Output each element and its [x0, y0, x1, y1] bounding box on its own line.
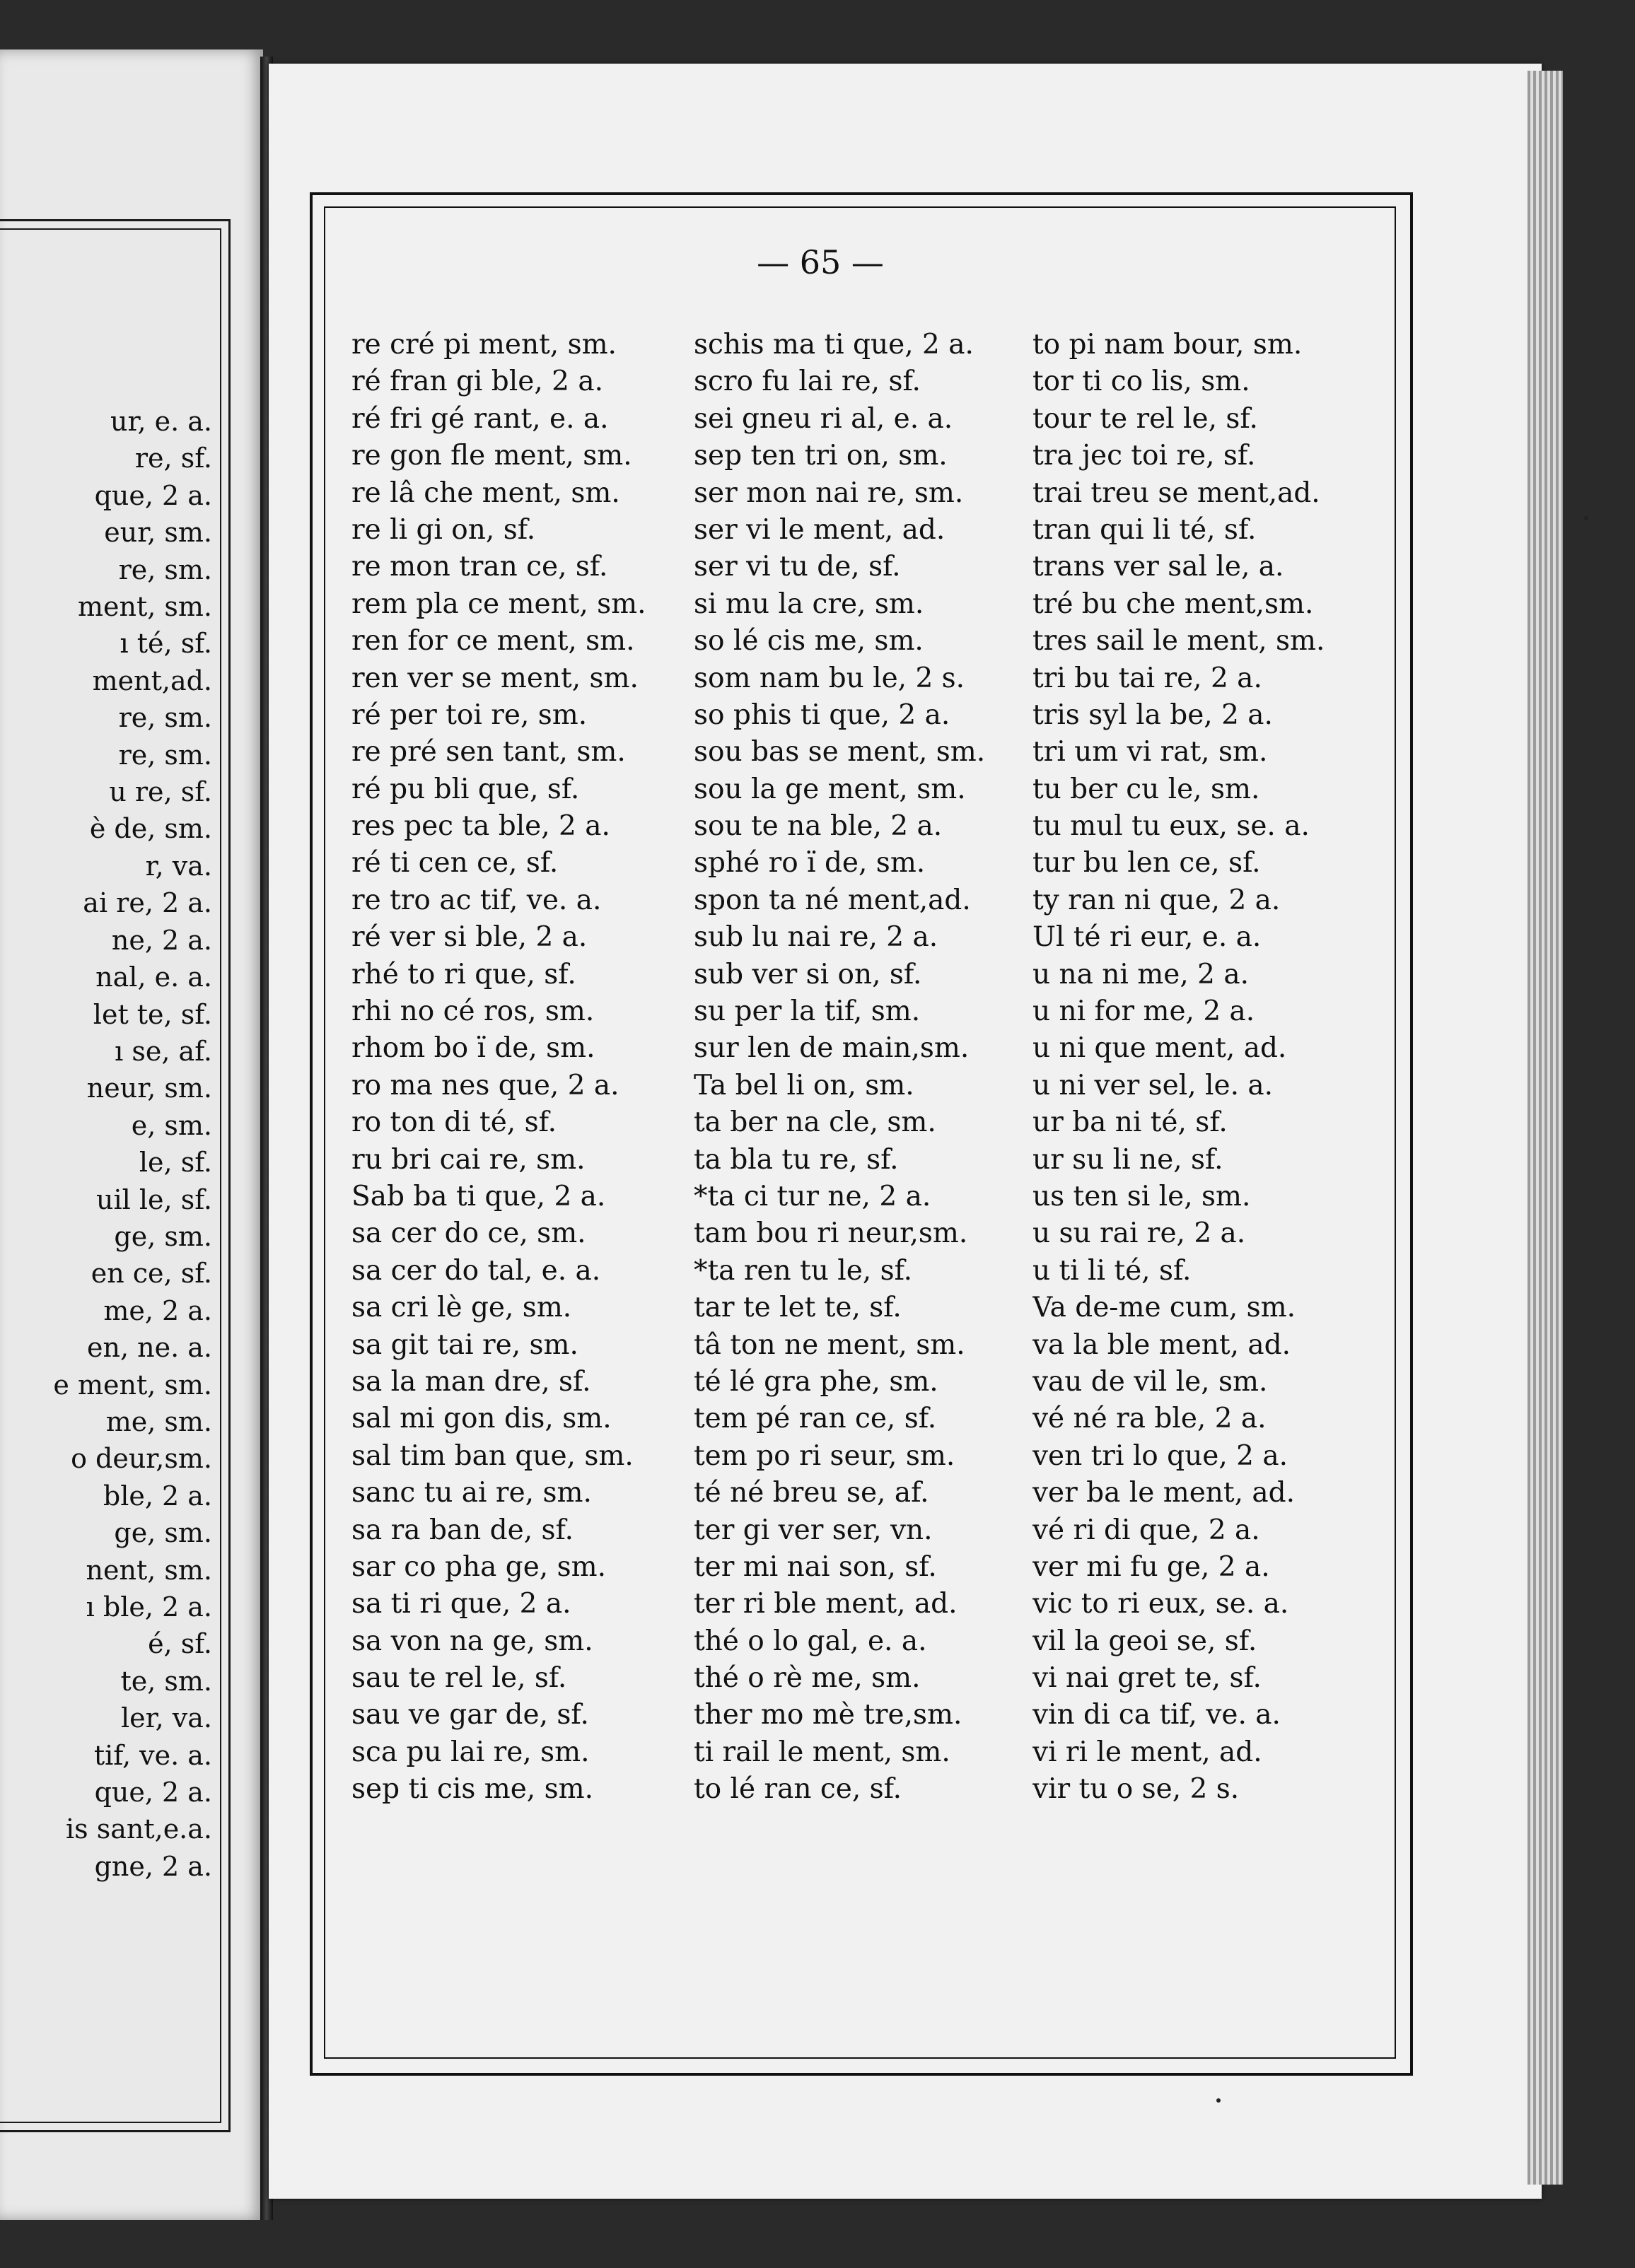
word-entry: sa git tai re, sm.: [351, 1328, 578, 1361]
word-entry: thé o lo gal, e. a.: [694, 1625, 927, 1657]
word-entry: tem po ri seur, sm.: [694, 1439, 955, 1472]
left-page-word-fragment: is sant,e.a.: [65, 1813, 212, 1845]
word-entry: tran qui li té, sf.: [1032, 513, 1257, 546]
word-entry: som nam bu le, 2 s.: [694, 662, 965, 694]
word-entry: tris syl la be, 2 a.: [1032, 698, 1273, 731]
left-page-word-fragment: ge, sm.: [114, 1517, 212, 1549]
left-page-word-fragment: ai re, 2 a.: [83, 887, 212, 919]
left-page-word-fragment: re, sm.: [118, 702, 212, 734]
word-entry: u ni que ment, ad.: [1032, 1032, 1287, 1065]
word-entry: re mon tran ce, sf.: [351, 551, 608, 583]
left-page-word-fragment: re, sm.: [118, 739, 212, 771]
left-page-word-fragment: ge, sm.: [114, 1220, 212, 1252]
left-page-word-fragment: o deur,sm.: [71, 1443, 212, 1475]
word-entry: ser vi tu de, sf.: [694, 551, 901, 583]
left-page-word-fragment: re, sm.: [118, 554, 212, 585]
word-entry: tor ti co lis, sm.: [1032, 366, 1250, 398]
word-entry: Sab ba ti que, 2 a.: [351, 1180, 606, 1212]
word-entry: sal mi gon dis, sm.: [351, 1403, 612, 1435]
word-entry: rhi no cé ros, sm.: [351, 995, 595, 1028]
left-page-word-fragment: tif, ve. a.: [93, 1739, 212, 1771]
left-page-word-fragment: me, 2 a.: [103, 1294, 212, 1326]
word-entry: trai treu se ment,ad.: [1032, 477, 1320, 509]
word-entry: Ul té ri eur, e. a.: [1032, 921, 1262, 954]
left-page-word-fragment: uil le, sf.: [96, 1183, 212, 1215]
word-entry: re cré pi ment, sm.: [351, 329, 617, 361]
left-page-word-fragment: re, sf.: [134, 443, 212, 474]
left-page-word-fragment: eur, sm.: [104, 517, 212, 549]
word-entry: vir tu o se, 2 s.: [1032, 1773, 1240, 1806]
word-entry: so phis ti que, 2 a.: [694, 698, 950, 731]
word-entry: tres sail le ment, sm.: [1032, 625, 1325, 657]
word-entry: ro ton di té, sf.: [351, 1106, 557, 1139]
speck: [1584, 516, 1588, 520]
word-entry: to lé ran ce, sf.: [694, 1773, 902, 1806]
word-entry: re gon fle ment, sm.: [351, 440, 632, 472]
word-entry: ré ver si ble, 2 a.: [351, 921, 588, 954]
word-entry: va la ble ment, ad.: [1032, 1328, 1291, 1361]
word-entry: ver mi fu ge, 2 a.: [1032, 1550, 1270, 1583]
word-entry: sep ti cis me, sm.: [351, 1773, 593, 1806]
left-page-word-fragment: ur, e. a.: [110, 406, 212, 437]
word-entry: ur ba ni té, sf.: [1032, 1106, 1228, 1139]
word-entry: tur bu len ce, sf.: [1032, 847, 1261, 879]
left-page-word-column: [0, 403, 212, 1885]
word-entry: ur su li ne, sf.: [1032, 1143, 1223, 1176]
left-page-word-fragment: gne, 2 a.: [94, 1850, 212, 1882]
left-page-word-fragment: ı se, af.: [115, 1035, 212, 1067]
word-entry: *ta ren tu le, sf.: [694, 1254, 913, 1287]
word-entry: u ni for me, 2 a.: [1032, 995, 1255, 1028]
speck: [1216, 2098, 1221, 2103]
word-entry: res pec ta ble, 2 a.: [351, 810, 610, 843]
word-entry: sub ver si on, sf.: [694, 958, 922, 990]
word-entry: ré fran gi ble, 2 a.: [351, 366, 603, 398]
word-entry: spon ta né ment,ad.: [694, 884, 971, 916]
word-entry: ther mo mè tre,sm.: [694, 1699, 962, 1731]
word-entry: sa ra ban de, sf.: [351, 1514, 574, 1546]
word-entry: vé ri di que, 2 a.: [1032, 1514, 1260, 1546]
word-entry: scro fu lai re, sf.: [694, 366, 921, 398]
left-page-word-fragment: ı té, sf.: [120, 628, 212, 660]
word-entry: u su rai re, 2 a.: [1032, 1217, 1246, 1250]
word-entry: u na ni me, 2 a.: [1032, 958, 1249, 990]
word-entry: ter gi ver ser, vn.: [694, 1514, 933, 1546]
word-entry: su per la tif, sm.: [694, 995, 921, 1028]
word-entry: sal tim ban que, sm.: [351, 1439, 634, 1472]
word-entry: rhom bo ï de, sm.: [351, 1032, 595, 1065]
word-entry: vin di ca tif, ve. a.: [1032, 1699, 1281, 1731]
word-entry: ru bri cai re, sm.: [351, 1143, 586, 1176]
word-entry: vé né ra ble, 2 a.: [1032, 1403, 1267, 1435]
word-entry: sa cer do ce, sm.: [351, 1217, 586, 1250]
word-entry: ren for ce ment, sm.: [351, 625, 635, 657]
word-entry: sca pu lai re, sm.: [351, 1736, 590, 1768]
word-entry: ty ran ni que, 2 a.: [1032, 884, 1281, 916]
word-entry: ter mi nai son, sf.: [694, 1550, 937, 1583]
word-entry: sanc tu ai re, sm.: [351, 1477, 592, 1509]
word-entry: sa la man dre, sf.: [351, 1365, 591, 1398]
word-entry: re pré sen tant, sm.: [351, 736, 626, 768]
word-entry: sau te rel le, sf.: [351, 1662, 567, 1695]
left-page-word-fragment: en, ne. a.: [87, 1332, 212, 1364]
word-entry: tar te let te, sf.: [694, 1292, 902, 1324]
left-page-word-fragment: en ce, sf.: [91, 1258, 212, 1290]
word-entry: to pi nam bour, sm.: [1032, 329, 1303, 361]
word-entry: schis ma ti que, 2 a.: [694, 329, 974, 361]
left-page-word-fragment: ment,ad.: [92, 665, 212, 696]
word-entry: ré fri gé rant, e. a.: [351, 402, 609, 435]
word-entry: ver ba le ment, ad.: [1032, 1477, 1295, 1509]
word-entry: tri bu tai re, 2 a.: [1032, 662, 1262, 694]
word-entry: vil la geoi se, sf.: [1032, 1625, 1257, 1657]
word-entry: sphé ro ï de, sm.: [694, 847, 926, 879]
left-page-word-fragment: que, 2 a.: [94, 1777, 212, 1808]
left-page-word-fragment: ler, va.: [121, 1702, 212, 1734]
word-entry: sur len de main,sm.: [694, 1032, 970, 1065]
word-entry: Ta bel li on, sm.: [694, 1069, 914, 1101]
left-page-word-fragment: e ment, sm.: [53, 1369, 212, 1401]
left-page-word-fragment: le, sf.: [139, 1147, 212, 1179]
left-page-word-fragment: let te, sf.: [93, 998, 212, 1030]
left-page-word-fragment: ı ble, 2 a.: [86, 1591, 212, 1623]
word-entry: sub lu nai re, 2 a.: [694, 921, 938, 954]
left-page-word-fragment: r, va.: [145, 850, 212, 882]
word-entry: vi nai gret te, sf.: [1032, 1662, 1262, 1695]
word-entry: sep ten tri on, sm.: [694, 440, 948, 472]
word-entry: ta ber na cle, sm.: [694, 1106, 936, 1139]
word-entry: tâ ton ne ment, sm.: [694, 1328, 965, 1361]
word-entry: rem pla ce ment, sm.: [351, 588, 646, 620]
word-entry: vau de vil le, sm.: [1032, 1365, 1268, 1398]
word-entry: ren ver se ment, sm.: [351, 662, 639, 694]
word-entry: ven tri lo que, 2 a.: [1032, 1439, 1288, 1472]
word-entry: tour te rel le, sf.: [1032, 402, 1258, 435]
word-entry: vi ri le ment, ad.: [1032, 1736, 1262, 1768]
word-entry: té lé gra phe, sm.: [694, 1365, 938, 1398]
word-column-2: [694, 327, 1040, 1808]
left-page: [0, 49, 263, 2220]
word-entry: trans ver sal le, a.: [1032, 551, 1284, 583]
left-page-word-fragment: è de, sm.: [89, 813, 212, 845]
left-page-word-fragment: nal, e. a.: [95, 961, 212, 993]
word-entry: ré ti cen ce, sf.: [351, 847, 559, 879]
word-entry: ré pu bli que, sf.: [351, 773, 580, 805]
word-entry: vic to ri eux, se. a.: [1032, 1588, 1289, 1620]
word-entry: u ni ver sel, le. a.: [1032, 1069, 1274, 1101]
word-entry: tam bou ri neur,sm.: [694, 1217, 968, 1250]
word-entry: ta bla tu re, sf.: [694, 1143, 899, 1176]
word-entry: sa cer do tal, e. a.: [351, 1254, 601, 1287]
word-entry: sou bas se ment, sm.: [694, 736, 986, 768]
word-entry: tré bu che ment,sm.: [1032, 588, 1314, 620]
word-entry: ser mon nai re, sm.: [694, 477, 964, 509]
left-page-word-fragment: te, sm.: [120, 1665, 212, 1697]
word-entry: re tro ac tif, ve. a.: [351, 884, 602, 916]
word-entry: sei gneu ri al, e. a.: [694, 402, 953, 435]
page-edges: [1528, 71, 1563, 2185]
left-page-word-fragment: u re, sf.: [109, 776, 212, 808]
word-entry: sa ti ri que, 2 a.: [351, 1588, 571, 1620]
word-entry: tri um vi rat, sm.: [1032, 736, 1268, 768]
word-entry: u ti li té, sf.: [1032, 1254, 1192, 1287]
left-page-word-fragment: ble, 2 a.: [103, 1480, 212, 1512]
word-entry: sou la ge ment, sm.: [694, 773, 966, 805]
left-page-word-fragment: e, sm.: [131, 1109, 212, 1141]
word-entry: sa von na ge, sm.: [351, 1625, 593, 1657]
word-entry: thé o rè me, sm.: [694, 1662, 921, 1695]
word-entry: sau ve gar de, sf.: [351, 1699, 589, 1731]
word-entry: tu ber cu le, sm.: [1032, 773, 1260, 805]
left-page-word-fragment: nent, sm.: [86, 1554, 212, 1586]
left-page-word-fragment: é, sf.: [148, 1628, 212, 1660]
left-page-word-fragment: me, sm.: [105, 1405, 212, 1437]
left-page-word-fragment: ment, sm.: [77, 591, 212, 623]
left-page-word-fragment: neur, sm.: [86, 1072, 212, 1104]
word-entry: té né breu se, af.: [694, 1477, 929, 1509]
word-entry: re lâ che ment, sm.: [351, 477, 620, 509]
word-entry: sa cri lè ge, sm.: [351, 1292, 572, 1324]
word-entry: tem pé ran ce, sf.: [694, 1403, 937, 1435]
word-entry: tra jec toi re, sf.: [1032, 440, 1256, 472]
left-page-word-fragment: que, 2 a.: [94, 479, 212, 511]
word-entry: tu mul tu eux, se. a.: [1032, 810, 1310, 843]
word-entry: re li gi on, sf.: [351, 513, 536, 546]
word-entry: ti rail le ment, sm.: [694, 1736, 950, 1768]
word-entry: si mu la cre, sm.: [694, 588, 924, 620]
word-entry: sou te na ble, 2 a.: [694, 810, 943, 843]
word-entry: us ten si le, sm.: [1032, 1180, 1251, 1212]
word-entry: sar co pha ge, sm.: [351, 1550, 606, 1583]
page-number: — 65 —: [757, 243, 884, 281]
left-page-word-fragment: ne, 2 a.: [111, 924, 212, 956]
word-entry: ser vi le ment, ad.: [694, 513, 945, 546]
word-entry: ter ri ble ment, ad.: [694, 1588, 958, 1620]
word-entry: ro ma nes que, 2 a.: [351, 1069, 619, 1101]
word-entry: so lé cis me, sm.: [694, 625, 924, 657]
word-entry: Va de-me cum, sm.: [1032, 1292, 1296, 1324]
word-column-1: [351, 327, 698, 1808]
word-column-3: [1032, 327, 1379, 1808]
word-entry: *ta ci tur ne, 2 a.: [694, 1180, 931, 1212]
word-entry: rhé to ri que, sf.: [351, 958, 576, 990]
word-entry: ré per toi re, sm.: [351, 698, 588, 731]
